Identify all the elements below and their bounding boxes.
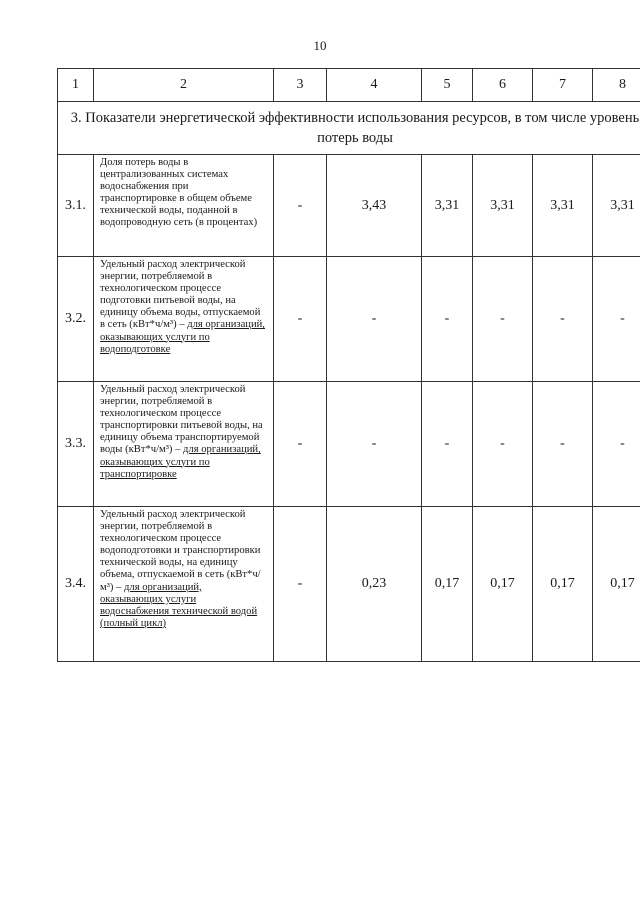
row-number: 3.3. [58, 382, 94, 507]
value-cell: 0,23 [327, 507, 422, 662]
description-text: Удельный расход электрической энергии, потребляемой в технологическом процессе подготовки питьевой воды, на единицу объема воды, отпускаемой в сеть (кВт*ч/м³) – [100, 259, 261, 331]
row-description [94, 507, 274, 662]
value-cell: - [422, 257, 473, 382]
value-cell: - [473, 382, 533, 507]
header-cell: 6 [473, 69, 533, 102]
header-cell: 4 [327, 69, 422, 102]
value-cell: - [274, 507, 327, 662]
header-cell: 2 [94, 69, 274, 102]
header-cell: 8 [593, 69, 640, 102]
section-row [58, 102, 640, 155]
value-cell: 0,17 [533, 507, 593, 662]
value-cell: 3,43 [327, 155, 422, 257]
header-cell: 5 [422, 69, 473, 102]
value-cell: 0,17 [593, 507, 640, 662]
row-number: 3.4. [58, 507, 94, 662]
value-cell: 3,31 [533, 155, 593, 257]
value-cell: 3,31 [593, 155, 640, 257]
description-underlined: для организаций, оказывающих услуги по водоподготовке [100, 319, 265, 355]
row-description [94, 382, 274, 507]
table-row [58, 257, 640, 382]
value-cell: 3,31 [422, 155, 473, 257]
header-row [58, 69, 640, 102]
value-cell: - [593, 257, 640, 382]
description-text: Удельный расход электрической энергии, потребляемой в технологическом процессе водоподготовки и транспортировки технической воды, на единицу объема, отпускаемой в сеть (кВт*ч/м³) – [100, 509, 261, 593]
value-cell: - [533, 382, 593, 507]
value-cell: - [422, 382, 473, 507]
value-cell: - [327, 382, 422, 507]
row-description [94, 155, 274, 257]
value-cell: - [274, 257, 327, 382]
value-cell: - [593, 382, 640, 507]
value-cell: - [473, 257, 533, 382]
value-cell: - [274, 155, 327, 257]
page-number: 10 [313, 38, 327, 53]
header-cell: 1 [58, 69, 94, 102]
value-cell: - [327, 257, 422, 382]
table-row [58, 382, 640, 507]
value-cell: 0,17 [473, 507, 533, 662]
description-underlined: для организаций, оказывающих услуги водоснабжения технической водой (полный цикл) [100, 581, 258, 629]
description-text: Удельный расход электрической энергии, потребляемой в технологическом процессе транспортировки питьевой воды, на единицу объема транспортируемой воды (кВт*ч/м³) – [100, 384, 263, 456]
row-description [94, 257, 274, 382]
row-number: 3.1. [58, 155, 94, 257]
header-cell: 3 [274, 69, 327, 102]
table-row [58, 155, 640, 257]
value-cell: - [533, 257, 593, 382]
description-text: Доля потерь воды в централизованных системах водоснабжения при транспортировке в общем объеме технической воды, поданной в водопроводную сеть (в процентах) [100, 157, 258, 229]
table-row [58, 507, 640, 662]
header-cell: 7 [533, 69, 593, 102]
section-title: 3. Показатели энергетической эффективности использования ресурсов, в том числе уровень потерь воды [58, 102, 640, 155]
description-underlined: для организаций, оказывающих услуги по транспортировке [100, 444, 261, 480]
value-cell: - [274, 382, 327, 507]
value-cell: 3,31 [473, 155, 533, 257]
row-number: 3.2. [58, 257, 94, 382]
indicators-table [57, 68, 640, 662]
value-cell: 0,17 [422, 507, 473, 662]
